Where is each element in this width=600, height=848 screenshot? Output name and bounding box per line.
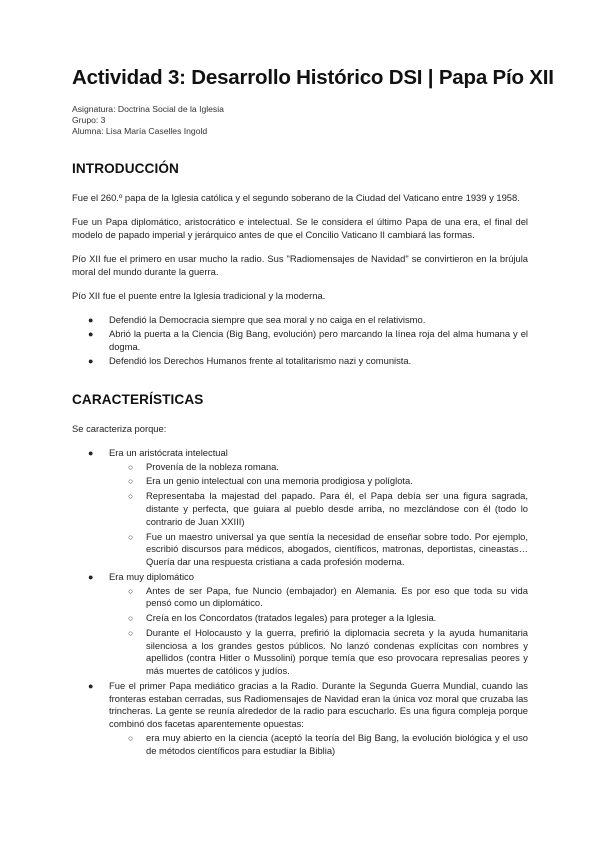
sub-list-item: ○ era muy abierto en la ciencia (aceptó la teoría del Big Bang, la evolución biológica y el uso de métodos científicos para estudiar la Biblia) bbox=[128, 731, 528, 756]
paragraph: Fue un Papa diplomático, aristocrático e intelectual. Se le considera el último Papa de una era, el final del modelo de papado imperial y jerárquico antes de que el Concilio Vaticano II cambiará las formas. bbox=[72, 216, 528, 240]
list-item: ● Defendió la Democracia siempre que sea moral y no caiga en el relativismo. bbox=[88, 314, 426, 325]
circle-bullet-icon: ○ bbox=[128, 628, 134, 639]
sub-list-item: ○ Fue un maestro universal ya que sentía la necesidad de enseñar sobre todo. Por ejemplo, escribió discursos para médicos, abogados, científicos, matronas, deportistas, cineastas… Quería dar una respuesta cristiana a cada profesión moderna. bbox=[128, 530, 528, 567]
sub-list bbox=[109, 732, 528, 757]
paragraph: Pío XII fue el puente entre la Iglesia tradicional y la moderna. bbox=[72, 290, 326, 301]
meta-student: Alumna: Lisa María Caselles Ingold bbox=[72, 126, 208, 136]
bullet-list bbox=[72, 314, 528, 368]
section-introduccion bbox=[72, 161, 528, 368]
section-heading: CARACTERÍSTICAS bbox=[72, 391, 204, 407]
bullet-icon: ● bbox=[88, 571, 94, 582]
bullet-list bbox=[72, 447, 528, 757]
meta-group: Grupo: 3 bbox=[72, 115, 106, 125]
section-caracteristicas bbox=[72, 392, 528, 757]
sub-list-item: ○ Durante el Holocausto y la guerra, prefirió la diplomacia secreta y la ayuda humanitaria silenciosa a los grandes gestos públicos. No lanzó condenas explícitas con nombres y apellidos (contra Hitler o Mussolini) porque temía que eso provocara represalias peores y más muertes de católicos y judíos. bbox=[128, 627, 528, 677]
bullet-icon: ● bbox=[88, 681, 94, 692]
section-heading: INTRODUCCIÓN bbox=[72, 161, 179, 176]
bullet-icon: ● bbox=[88, 447, 94, 458]
list-item: ● Abrió la puerta a la Ciencia (Big Bang, evolución) pero marcando la línea roja del alma humana y el dogma. bbox=[88, 328, 528, 352]
sub-list-item: ○ Era un genio intelectual con una memoria prodigiosa y políglota. bbox=[128, 475, 413, 487]
bullet-icon: ● bbox=[88, 329, 94, 340]
sub-list-item: ○ Representaba la majestad del papado. Para él, el Papa debía ser una figura sagrada, distante y perfecta, que guiara al pueblo desde arriba, no mezclándose con él (todo lo contrario de Juan XXIII) bbox=[128, 490, 528, 527]
circle-bullet-icon: ○ bbox=[128, 732, 134, 743]
paragraph: Pío XII fue el primero en usar mucho la radio. Sus "Radiomensajes de Navidad" se convirtieron en la brújula moral del mundo durante la guerra. bbox=[72, 253, 528, 277]
paragraph: Se caracteriza porque: bbox=[72, 422, 167, 434]
document-title: Actividad 3: Desarrollo Histórico DSI | Papa Pío XII bbox=[72, 66, 554, 89]
list-item: ● Era un aristócrata intelectual ○ Provenía de la nobleza romana. ○ Era un genio intelectual con una memoria prodigiosa y políglota. ○ Representaba la majestad del papado. Para él, el Papa debía ser una figura sagrada, distante y perfecta, que guiara al pueblo desde arriba, no mezclándose con él (todo lo contrario de Juan XXIII) ○ Fue un maestro universal ya que sentía la necesidad de enseñar sobre todo. Por ejemplo, escribió discursos para médicos, abogados, científicos, matronas, deportistas, cineastas… Quería dar una respuesta cristiana a cada profesión moderna. bbox=[88, 446, 528, 567]
list-item: ● Defendió los Derechos Humanos frente al totalitarismo nazi y comunista. bbox=[88, 355, 412, 367]
circle-bullet-icon: ○ bbox=[128, 491, 134, 502]
circle-bullet-icon: ○ bbox=[128, 585, 134, 596]
list-item: ● Fue el primer Papa mediático gracias a la Radio. Durante la Segunda Guerra Mundial, cuando las fronteras estaban cerradas, sus Radiomensajes de Navidad eran la única voz moral que cruzaba las trincheras. La gente se reunía alrededor de la radio para escucharlo. Es una figura compleja porque combinó dos facetas aparentemente opuestas: ○ era muy abierto en la ciencia (aceptó la teoría del Big Bang, la evolución biológica y el uso de métodos científicos para estudiar la Biblia) bbox=[88, 680, 528, 756]
circle-bullet-icon: ○ bbox=[128, 476, 134, 487]
sub-list-item: ○ Provenía de la nobleza romana. bbox=[128, 460, 279, 472]
circle-bullet-icon: ○ bbox=[128, 613, 134, 624]
document-meta bbox=[72, 104, 528, 137]
bullet-icon: ● bbox=[88, 315, 94, 325]
paragraph: Fue el 260.º papa de la Iglesia católica y el segundo soberano de la Ciudad del Vaticano entre 1939 y 1958. bbox=[72, 192, 520, 203]
meta-subject: Asignatura: Doctrina Social de la Iglesia bbox=[72, 104, 224, 114]
sub-list-item: ○ Antes de ser Papa, fue Nuncio (embajador) en Alemania. Es por eso que toda su vida pensó como un diplomático. bbox=[128, 584, 528, 609]
list-item: ● Era muy diplomático ○ Antes de ser Papa, fue Nuncio (embajador) en Alemania. Es por eso que toda su vida pensó como un diplomático. ○ Creía en los Concordatos (tratados legales) para proteger a la Iglesia. ○ Durante el Holocausto y la guerra, prefirió la diplomacia secreta y la ayuda humanitaria silenciosa a los grandes gestos públicos. No lanzó condenas explícitas con nombres y apellidos (contra Hitler o Mussolini) porque temía que eso provocara represalias peores y más muertes de católicos y judíos. bbox=[88, 570, 528, 677]
circle-bullet-icon: ○ bbox=[128, 531, 134, 542]
sub-list bbox=[109, 461, 528, 569]
bullet-icon: ● bbox=[88, 356, 94, 367]
sub-list-item: ○ Creía en los Concordatos (tratados legales) para proteger a la Iglesia. bbox=[128, 612, 437, 624]
sub-list bbox=[109, 585, 528, 678]
circle-bullet-icon: ○ bbox=[128, 461, 134, 472]
